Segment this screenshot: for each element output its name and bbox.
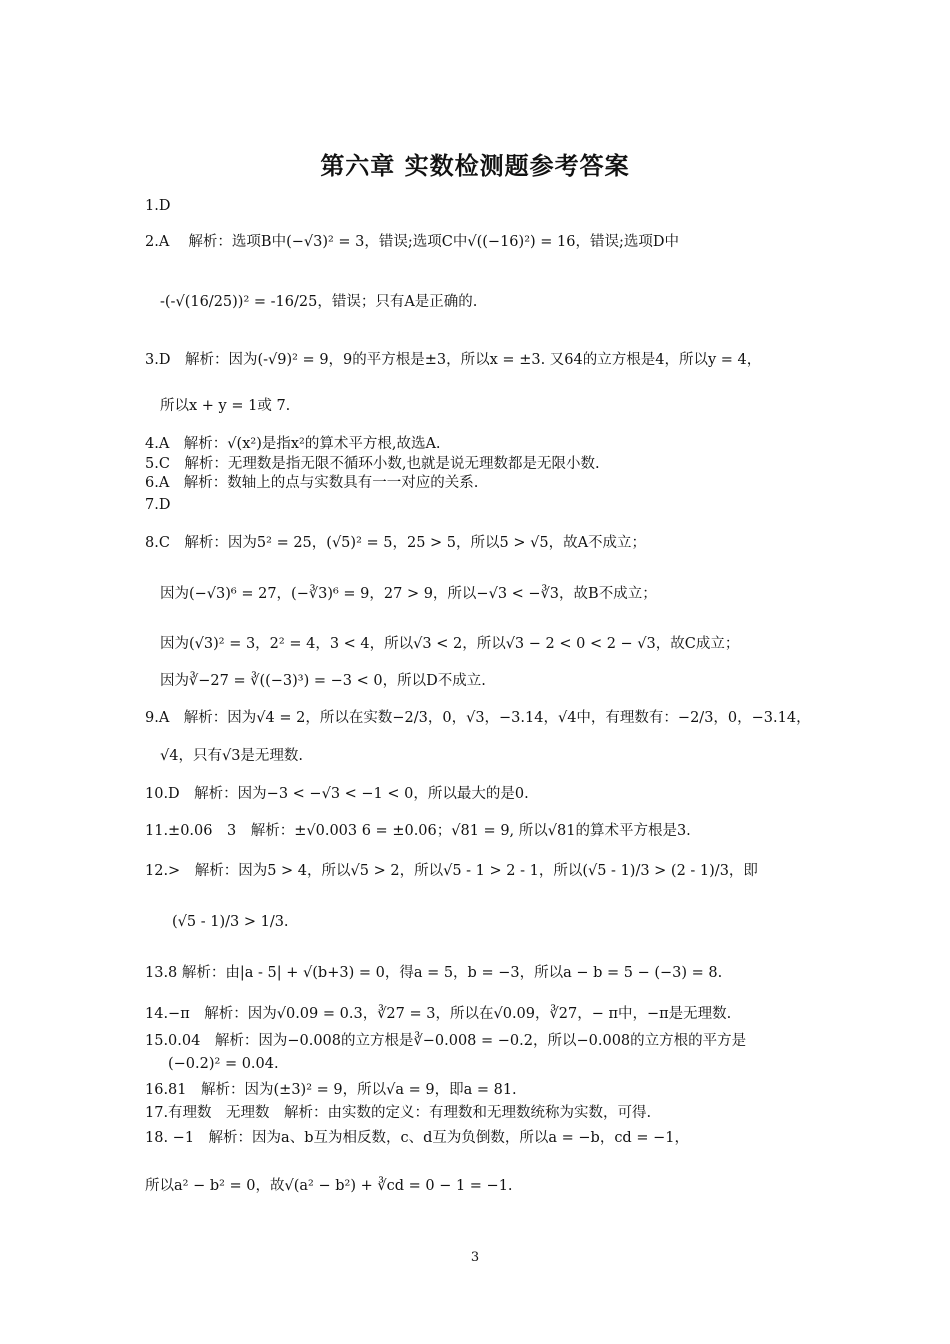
page-title: 第六章 实数检测题参考答案 <box>320 152 630 180</box>
answer-line-a4: 4.A 解析：√(x²)是指x²的算术平方根,故选A. <box>145 436 441 452</box>
answer-line-a7: 7.D <box>145 497 171 513</box>
answer-line-a18b: 所以a² − b² = 0，故√(a² − b²) + ∛cd = 0 − 1 = −1. <box>145 1178 513 1194</box>
answer-line-a6: 6.A 解析：数轴上的点与实数具有一一对应的关系. <box>145 475 479 491</box>
answer-line-a14: 14.−π 解析：因为√0.09 = 0.3，∛27 = 3，所以在√0.09，∛27，− π中，−π是无理数. <box>145 1006 732 1022</box>
answer-line-a10: 10.D 解析：因为−3 < −√3 < −1 < 0，所以最大的是0. <box>145 786 529 802</box>
answer-line-a15b: (−0.2)² = 0.04. <box>168 1056 279 1072</box>
answer-line-a11: 11.±0.06 3 解析：±√0.003 6 = ±0.06；√81 = 9, 所以√81的算术平方根是3. <box>145 823 691 839</box>
answer-line-a1: 1.D <box>145 198 171 214</box>
answer-line-a5: 5.C 解析：无理数是指无限不循环小数,也就是说无理数都是无限小数. <box>145 456 600 472</box>
answer-line-a8c: 因为(√3)² = 3，2² = 4，3 < 4，所以√3 < 2，所以√3 − 2 < 0 < 2 − √3，故C成立； <box>160 636 740 652</box>
answer-line-a2: 2.A 解析：选项B中(−√3)² = 3，错误;选项C中√((−16)²) = 16，错误;选项D中 <box>145 234 679 250</box>
answer-line-a16: 16.81 解析：因为(±3)² = 9，所以√a = 9，即a = 81. <box>145 1082 517 1098</box>
answer-line-a3b: 所以x + y = 1或 7. <box>160 398 291 414</box>
answer-line-a9: 9.A 解析：因为√4 = 2，所以在实数−2/3，0，√3，−3.14，√4中，有理数有：−2/3，0，−3.14， <box>145 710 811 726</box>
answer-line-a9b: √4，只有√3是无理数. <box>160 748 304 764</box>
answer-line-a17: 17.有理数 无理数 解析：由实数的定义：有理数和无理数统称为实数，可得. <box>145 1105 652 1121</box>
answer-line-a2b: -(-√(16/25))² = -16/25，错误；只有A是正确的. <box>160 294 478 310</box>
answer-line-a8d: 因为∛−27 = ∛((−3)³) = −3 < 0，所以D不成立. <box>160 673 486 689</box>
answer-line-a8: 8.C 解析：因为5² = 25，(√5)² = 5，25 > 5，所以5 > √5，故A不成立； <box>145 535 647 551</box>
answer-line-a12b: (√5 - 1)/3 > 1/3. <box>172 914 289 930</box>
answer-line-a3: 3.D 解析：因为(-√9)² = 9，9的平方根是±3，所以x = ±3. 又64的立方根是4，所以y = 4， <box>145 352 762 368</box>
answer-line-a8b: 因为(−√3)⁶ = 27，(−∛3)⁶ = 9，27 > 9，所以−√3 < −∛3，故B不成立； <box>160 586 657 602</box>
answer-line-a15: 15.0.04 解析：因为−0.008的立方根是∛−0.008 = −0.2，所以−0.008的立方根的平方是 <box>145 1033 747 1049</box>
answer-line-a13: 13.8 解析：由|a - 5| + √(b+3) = 0，得a = 5，b = −3，所以a − b = 5 − (−3) = 8. <box>145 965 723 981</box>
page-number: 3 <box>470 1250 480 1265</box>
answer-line-a12: 12.> 解析：因为5 > 4，所以√5 > 2，所以√5 - 1 > 2 - 1，所以(√5 - 1)/3 > (2 - 1)/3，即 <box>145 863 758 879</box>
answer-line-a18: 18. −1 解析：因为a、b互为相反数，c、d互为负倒数，所以a = −b，cd = −1， <box>145 1130 689 1146</box>
